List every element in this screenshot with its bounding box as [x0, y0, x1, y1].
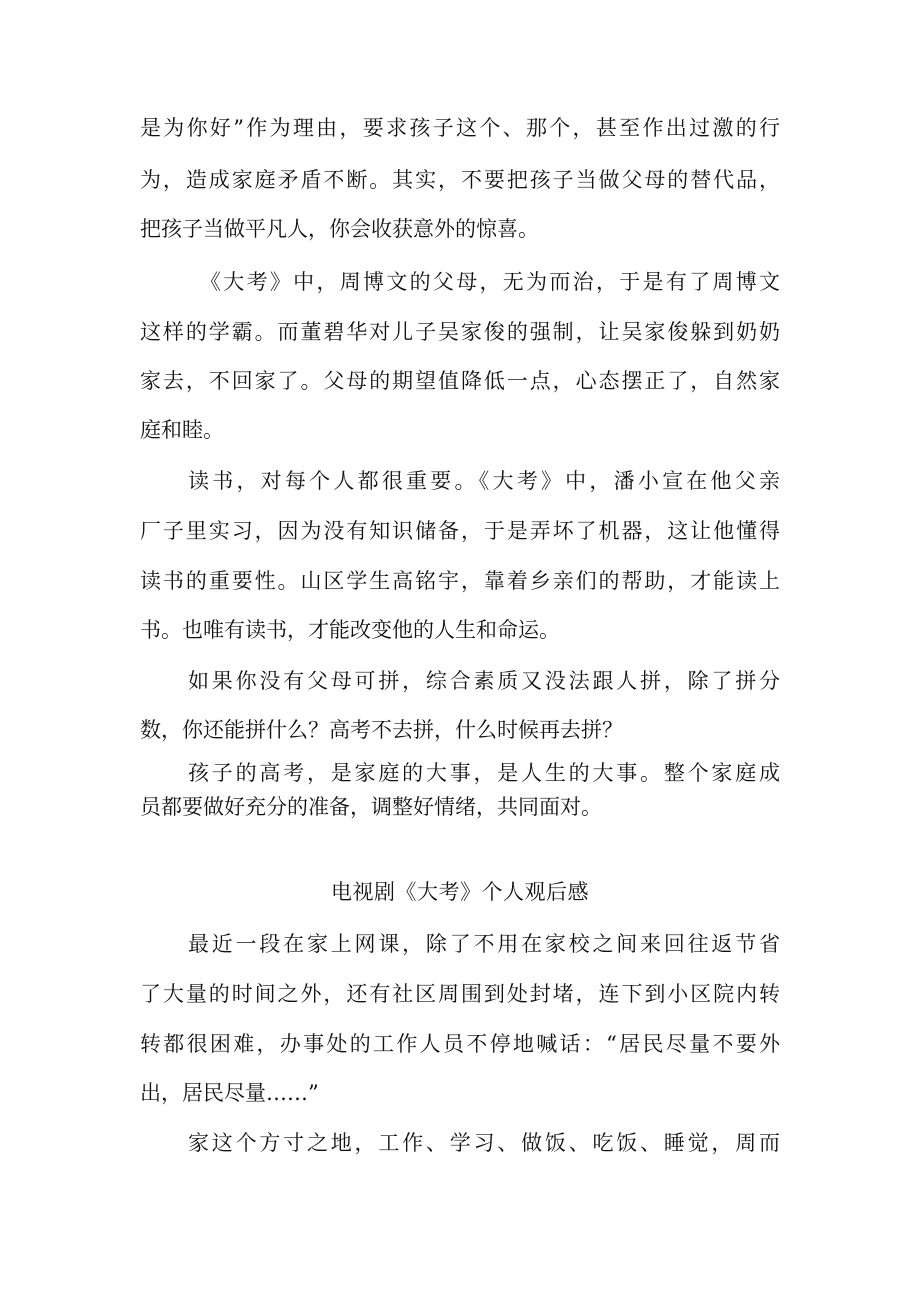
paragraph-6-line-1: 最近一段在家上网课，除了不用在家校之间来回往返节省	[188, 932, 780, 956]
paragraph-3-line-3: 读书的重要性。山区学生高铭宇，靠着乡亲们的帮助，才能读上	[140, 569, 780, 593]
paragraph-6-line-2: 了大量的时间之外，还有社区周围到处封堵，连下到小区院内转	[140, 982, 780, 1006]
paragraph-3-line-1: 读书，对每个人都很重要。《大考》中，潘小宣在他父亲	[188, 469, 780, 493]
paragraph-6-line-3: 转都很困难，办事处的工作人员不停地喊话：“居民尽量不要外	[140, 1032, 780, 1056]
paragraph-1-line-2: 为，造成家庭矛盾不断。其实，不要把孩子当做父母的替代品，	[140, 168, 780, 192]
paragraph-2-line-2: 这样的学霸。而董碧华对儿子吴家俊的强制，让吴家俊躲到奶奶	[140, 320, 780, 344]
paragraph-2-line-1: 《大考》中，周博文的父母，无为而治，于是有了周博文	[200, 270, 780, 294]
paragraph-5-line-2: 员都要做好充分的准备，调整好情绪，共同面对。	[140, 795, 602, 819]
paragraph-1-line-3: 把孩子当做平凡人，你会收获意外的惊喜。	[140, 217, 539, 241]
paragraph-3-line-2: 厂子里实习，因为没有知识储备，于是弄坏了机器，这让他懂得	[140, 519, 780, 543]
paragraph-4-line-1: 如果你没有父母可拼，综合素质又没法跟人拼，除了拼分	[188, 669, 780, 693]
paragraph-2-line-4: 庭和睦。	[140, 418, 224, 442]
paragraph-3-line-4: 书。也唯有读书，才能改变他的人生和命运。	[140, 618, 560, 642]
paragraph-4-line-2: 数，你还能拼什么？高考不去拼，什么时候再去拼？	[140, 718, 623, 742]
paragraph-5-line-1: 孩子的高考，是家庭的大事，是人生的大事。整个家庭成	[188, 761, 780, 785]
section-title: 电视剧《大考》个人观后感	[331, 880, 589, 904]
paragraph-7-line-1: 家这个方寸之地，工作、学习、做饭、吃饭、睡觉，周而	[188, 1131, 780, 1155]
paragraph-1-line-1: 是为你好”作为理由，要求孩子这个、那个，甚至作出过激的行	[140, 116, 780, 140]
paragraph-2-line-3: 家去，不回家了。父母的期望值降低一点，心态摆正了，自然家	[140, 369, 780, 393]
paragraph-6-line-4: 出，居民尽量……”	[140, 1081, 319, 1105]
